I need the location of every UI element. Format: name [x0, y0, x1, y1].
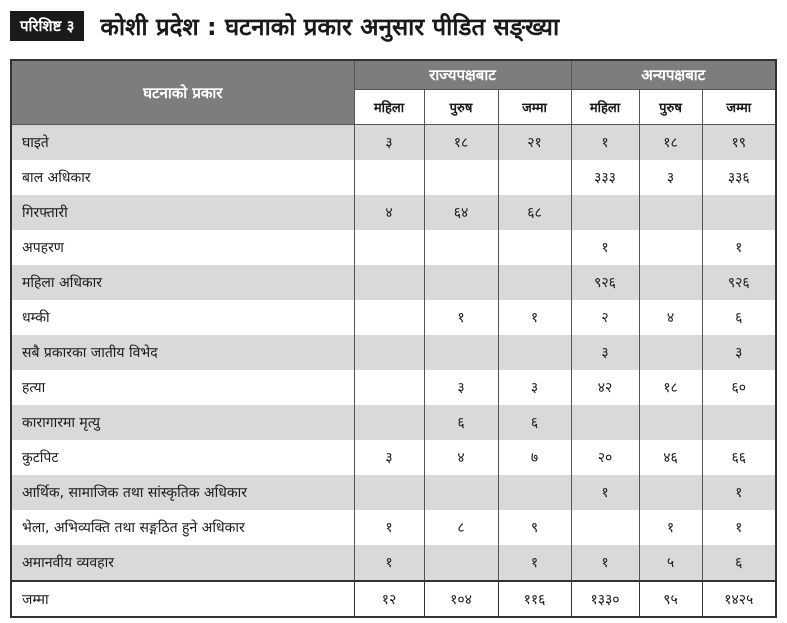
table-cell [702, 405, 776, 440]
table-cell [424, 230, 498, 265]
table-cell: ३ [354, 125, 424, 161]
table-cell: ३ [702, 335, 776, 370]
total-label: जम्मा [11, 581, 354, 617]
table-cell: २० [571, 440, 639, 475]
table-cell: १ [571, 230, 639, 265]
incident-type-label: कारागारमा मृत्यु [11, 405, 354, 440]
table-cell [571, 405, 639, 440]
column-header: पुरुष [424, 90, 498, 125]
table-cell: ४६ [639, 440, 702, 475]
incident-type-label: गिरफ्तारी [11, 195, 354, 230]
total-cell: ९५ [639, 581, 702, 617]
table-cell: १ [498, 545, 571, 581]
table-row [11, 405, 776, 440]
table-cell: १ [498, 300, 571, 335]
table-cell: ६८ [498, 195, 571, 230]
table-cell: ३ [639, 160, 702, 195]
table-cell [498, 265, 571, 300]
incident-type-label: अमानवीय व्यवहार [11, 545, 354, 581]
table-cell: ४२ [571, 370, 639, 405]
table-row [11, 230, 776, 265]
table-cell: ६ [424, 405, 498, 440]
incident-type-label: धम्की [11, 300, 354, 335]
incident-type-label: भेला, अभिव्यक्ति तथा सङ्गठित हुने अधिकार [11, 510, 354, 545]
table-cell [354, 265, 424, 300]
table-cell: ६४ [424, 195, 498, 230]
table-row [11, 335, 776, 370]
total-cell: १४२५ [702, 581, 776, 617]
table-cell: १ [702, 230, 776, 265]
appendix-tag: परिशिष्ट ३ [10, 11, 84, 41]
table-body [11, 125, 776, 582]
table-cell: १ [702, 475, 776, 510]
incident-type-label: महिला अधिकार [11, 265, 354, 300]
table-cell [571, 510, 639, 545]
table-cell [571, 195, 639, 230]
table-cell: ४ [354, 195, 424, 230]
incident-type-label: बाल अधिकार [11, 160, 354, 195]
table-row [11, 160, 776, 195]
incident-type-label: आर्थिक, सामाजिक तथा सांस्कृतिक अधिकार [11, 475, 354, 510]
table-cell: ६ [702, 545, 776, 581]
table-row [11, 370, 776, 405]
table-cell: ९ [498, 510, 571, 545]
table-cell: ६ [498, 405, 571, 440]
table-cell [354, 300, 424, 335]
table-cell [424, 160, 498, 195]
table-cell: १ [571, 545, 639, 581]
table-cell [498, 475, 571, 510]
table-cell [354, 475, 424, 510]
incident-type-label: कुटपिट [11, 440, 354, 475]
column-header: जम्मा [498, 90, 571, 125]
table-cell: ६ [702, 300, 776, 335]
incident-type-label: घाइते [11, 125, 354, 161]
table-cell: ७ [498, 440, 571, 475]
table-cell [424, 545, 498, 581]
incident-type-label: सबै प्रकारका जातीय विभेद [11, 335, 354, 370]
table-cell [639, 475, 702, 510]
table-cell: ३ [424, 370, 498, 405]
total-cell: ११६ [498, 581, 571, 617]
table-cell [498, 335, 571, 370]
table-cell [639, 195, 702, 230]
incident-type-label: अपहरण [11, 230, 354, 265]
table-cell [498, 230, 571, 265]
other-side-header: अन्यपक्षबाट [571, 60, 776, 90]
table-row [11, 440, 776, 475]
column-header: पुरुष [639, 90, 702, 125]
state-side-header: राज्यपक्षबाट [354, 60, 571, 90]
page-title: कोशी प्रदेश : घटनाको प्रकार अनुसार पीडित सङ्ख्या [100, 12, 560, 41]
table-cell: ९२६ [702, 265, 776, 300]
column-header: महिला [571, 90, 639, 125]
table-cell: ३ [354, 440, 424, 475]
table-cell: १ [354, 510, 424, 545]
table-cell [354, 405, 424, 440]
table-cell: ४ [639, 300, 702, 335]
table-cell [424, 335, 498, 370]
table-cell: ६० [702, 370, 776, 405]
table-cell: १ [702, 510, 776, 545]
table-cell: १८ [424, 125, 498, 161]
table-cell: १ [639, 510, 702, 545]
table-cell [639, 405, 702, 440]
table-cell [424, 475, 498, 510]
table-cell [639, 335, 702, 370]
table-cell: ४ [424, 440, 498, 475]
table-cell: ५ [639, 545, 702, 581]
table-cell [702, 195, 776, 230]
table-cell: १ [571, 125, 639, 161]
table-cell: १९ [702, 125, 776, 161]
incident-type-label: हत्या [11, 370, 354, 405]
table-cell: १ [424, 300, 498, 335]
victims-table [10, 59, 777, 618]
table-cell: ९२६ [571, 265, 639, 300]
table-row [11, 475, 776, 510]
table-row [11, 300, 776, 335]
table-row [11, 510, 776, 545]
table-cell: ३३६ [702, 160, 776, 195]
table-cell: ६६ [702, 440, 776, 475]
table-cell: १ [571, 475, 639, 510]
incident-type-header: घटनाको प्रकार [11, 60, 354, 125]
table-row [11, 265, 776, 300]
total-row [11, 581, 776, 617]
column-header: महिला [354, 90, 424, 125]
table-row [11, 545, 776, 581]
table-cell [639, 230, 702, 265]
total-cell: १०४ [424, 581, 498, 617]
table-cell [639, 265, 702, 300]
table-row [11, 195, 776, 230]
table-cell: ८ [424, 510, 498, 545]
column-header: जम्मा [702, 90, 776, 125]
total-cell: १२ [354, 581, 424, 617]
table-cell: १ [354, 545, 424, 581]
table-cell: १८ [639, 125, 702, 161]
table-cell [424, 265, 498, 300]
table-cell [498, 160, 571, 195]
table-cell [354, 370, 424, 405]
table-cell [354, 230, 424, 265]
page-header [10, 6, 559, 46]
table-cell: १८ [639, 370, 702, 405]
table-cell: २ [571, 300, 639, 335]
table-cell: २१ [498, 125, 571, 161]
table-cell [354, 335, 424, 370]
table-row [11, 125, 776, 161]
table-cell: ३ [571, 335, 639, 370]
table-cell: ३३३ [571, 160, 639, 195]
total-cell: १३३० [571, 581, 639, 617]
table-cell [354, 160, 424, 195]
table-cell: ३ [498, 370, 571, 405]
